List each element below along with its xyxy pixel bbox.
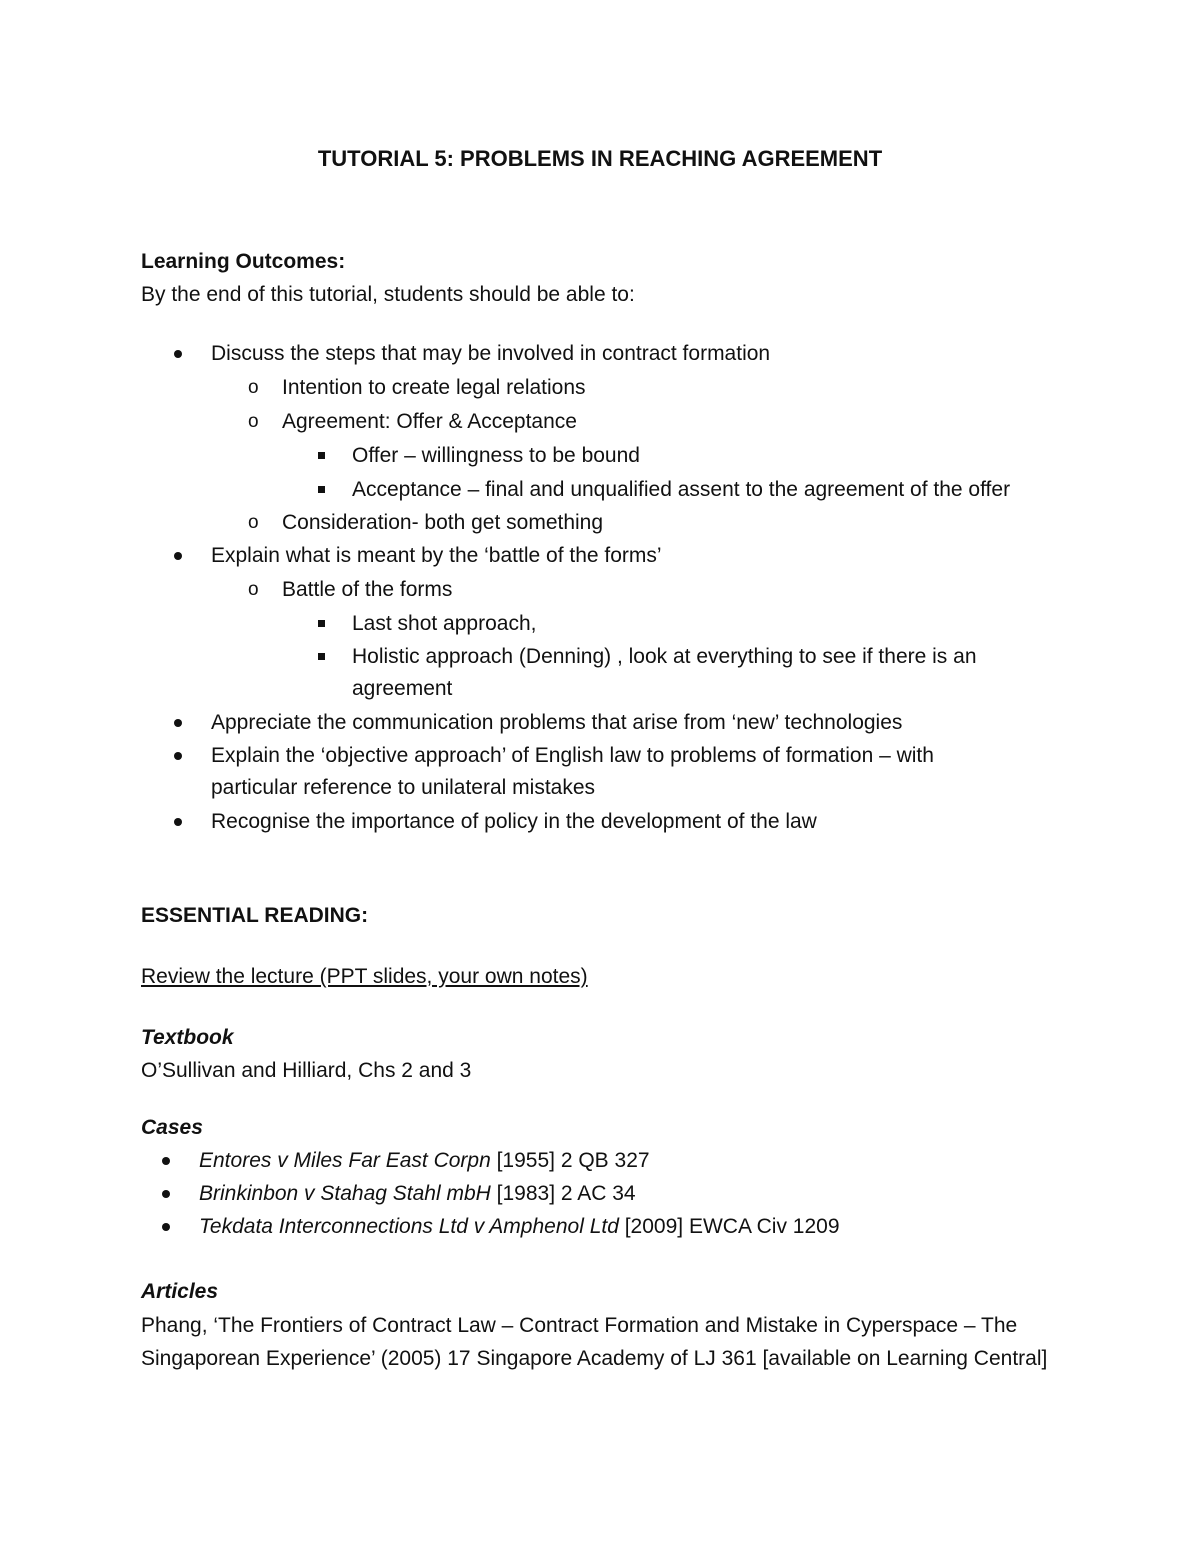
case-item [199,1181,636,1207]
case-name: Tekdata Interconnections Ltd v Amphenol Ltd [199,1215,619,1238]
bullet-dot-icon [162,1223,170,1231]
sub-sub-item: Last shot approach, [352,612,537,635]
sub-sub-item: Acceptance – final and unqualified assent to the agreement of the offer [352,478,1011,501]
essential-reading-heading: ESSENTIAL READING: [141,904,369,927]
learning-outcomes-heading: Learning Outcomes: [141,250,346,273]
circle-bullet-icon: o [248,377,259,398]
circle-bullet-icon: o [248,512,259,533]
sub-item: Agreement: Offer & Acceptance [282,410,577,433]
article-reference-continued: Singaporean Experience’ (2005) 17 Singapore Academy of LJ 361 [available on Learning Central] [141,1347,1048,1370]
sub-sub-item-continued: agreement [352,677,453,700]
bullet-dot-icon [162,1157,170,1165]
outcome-item: Explain the ‘objective approach’ of English law to problems of formation – with [211,744,934,767]
case-name: Brinkinbon v Stahag Stahl mbH [199,1182,491,1205]
case-item [199,1214,840,1240]
sub-item: Consideration- both get something [282,511,604,534]
outcome-item: Explain what is meant by the ‘battle of the forms’ [211,544,662,567]
article-reference: Phang, ‘The Frontiers of Contract Law – Contract Formation and Mistake in Cyperspace – The [141,1314,1018,1337]
bullet-dot-icon [174,818,182,826]
cases-heading: Cases [141,1116,203,1139]
case-name: Entores v Miles Far East Corpn [199,1149,491,1172]
outcome-item-continued: particular reference to unilateral mistakes [211,776,596,799]
sub-item: Battle of the forms [282,578,453,601]
square-bullet-icon [318,620,325,627]
circle-bullet-icon: o [248,411,259,432]
bullet-dot-icon [174,350,182,358]
page-title: TUTORIAL 5: PROBLEMS IN REACHING AGREEMENT [317,146,883,171]
bullet-dot-icon [174,719,182,727]
circle-bullet-icon: o [248,579,259,600]
articles-heading: Articles [141,1280,219,1303]
outcome-item: Recognise the importance of policy in the development of the law [211,810,817,833]
case-item [199,1148,650,1174]
square-bullet-icon [318,486,325,493]
bullet-dot-icon [174,752,182,760]
square-bullet-icon [318,653,325,660]
review-lecture-note: Review the lecture (PPT slides, your own notes) [141,965,588,988]
case-citation: [2009] EWCA Civ 1209 [618,1215,840,1238]
square-bullet-icon [318,452,325,459]
learning-outcomes-intro: By the end of this tutorial, students should be able to: [141,283,635,306]
outcome-item: Discuss the steps that may be involved in contract formation [211,342,771,365]
textbook-heading: Textbook [141,1026,234,1049]
bullet-dot-icon [162,1190,170,1198]
textbook-reference: O’Sullivan and Hilliard, Chs 2 and 3 [141,1059,472,1082]
sub-sub-item: Offer – willingness to be bound [352,444,640,467]
case-citation: [1983] 2 AC 34 [490,1182,636,1205]
outcome-item: Appreciate the communication problems that arise from ‘new’ technologies [211,711,903,734]
case-citation: [1955] 2 QB 327 [490,1149,650,1172]
bullet-dot-icon [174,552,182,560]
sub-sub-item: Holistic approach (Denning) , look at everything to see if there is an [352,645,977,668]
sub-item: Intention to create legal relations [282,376,586,399]
